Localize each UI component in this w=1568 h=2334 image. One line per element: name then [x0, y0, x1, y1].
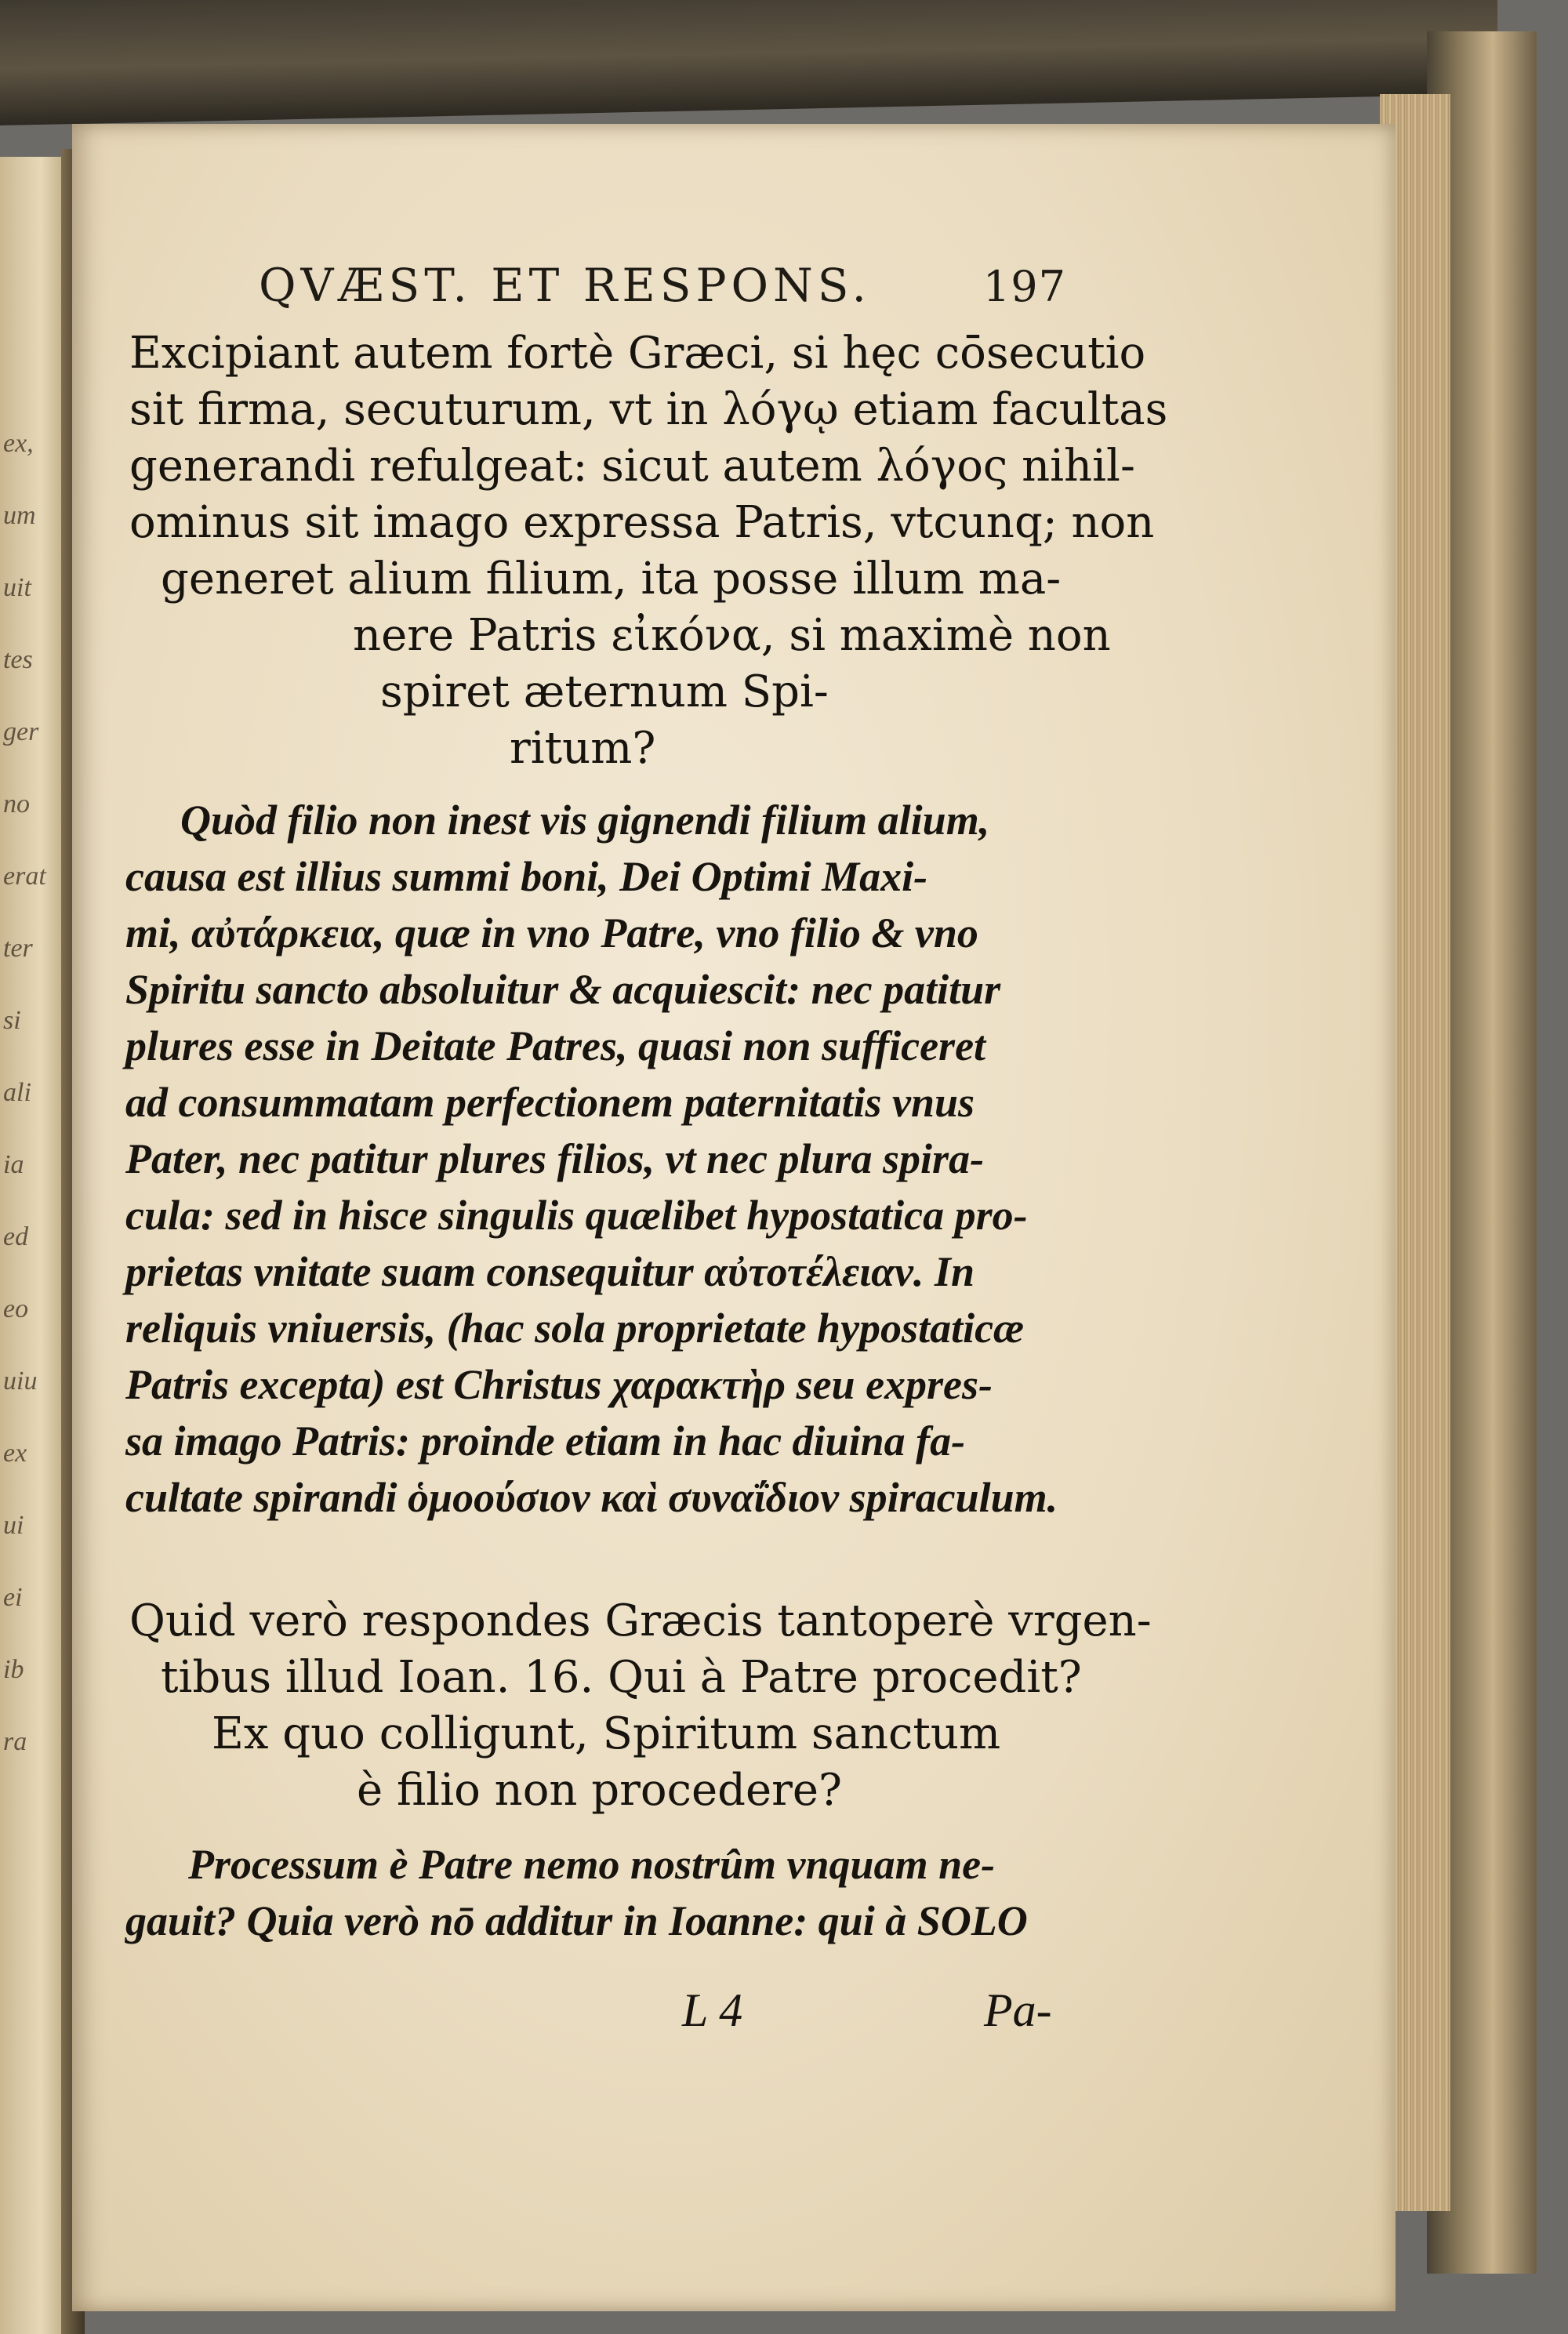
running-head-title: QVÆST. ET RESPONS. [259, 259, 871, 312]
page-number: 197 [982, 262, 1066, 311]
answer-1-line: prietas vnitate suam consequitur αὐτοτέλειαν. In [125, 1248, 975, 1295]
answer-1-line: sa imago Patris: proinde etiam in hac diuina fa- [125, 1417, 966, 1465]
question-1-line: nere Patris εἰκόνα, si maximè non [353, 610, 1111, 661]
question-2-line: tibus illud Ioan. 16. Qui à Patre procedit? [161, 1652, 1082, 1703]
signature-mark: L 4 [682, 1984, 743, 2036]
running-head [259, 259, 1066, 312]
question-1-line: Excipiant autem fortè Græci, si hęc cōsecutio [129, 328, 1146, 379]
question-1-line: generandi refulgeat: sicut autem λόγος nihil- [129, 441, 1135, 492]
book-cover-top [0, 0, 1497, 125]
question-1-line: spiret æternum Spi- [380, 666, 829, 717]
question-1-line: generet alium filium, ita posse illum ma- [161, 554, 1062, 604]
question-2-line: è filio non procedere? [357, 1765, 843, 1816]
answer-1-line: Pater, nec patitur plures filios, vt nec plura spira- [125, 1135, 985, 1182]
answer-1-line: Spiritu sancto absoluitur & acquiescit: nec patitur [125, 966, 1001, 1013]
answer-1-line: ad consummatam perfectionem paternitatis vnus [125, 1079, 975, 1126]
question-2-line: Ex quo colligunt, Spiritum sanctum [212, 1708, 1001, 1759]
answer-1-line: Patris excepta) est Christus χαρακτὴρ seu expres- [125, 1361, 993, 1408]
catchword: Pa- [984, 1984, 1052, 2036]
question-1-line: ritum? [510, 723, 656, 774]
answer-1-line: reliquis vniuersis, (hac sola proprietate hypostaticæ [125, 1305, 1025, 1352]
answer-1-line: mi, αὐτάρκεια, quæ in vno Patre, vno filio & vno [125, 909, 978, 956]
answer-2-line: Processum è Patre nemo nostrûm vnquam ne- [188, 1841, 996, 1888]
answer-2-line: gauit? Quia verò nō additur in Ioanne: qui à SOLO [125, 1897, 1028, 1944]
answer-1-line: causa est illius summi boni, Dei Optimi Maxi- [125, 853, 928, 900]
question-2-line: Quid verò respondes Græcis tantoperè vrgen- [129, 1595, 1152, 1646]
facing-page-margin-fragments: ex, um uit tes ger no erat ter si ali ia ed eo uiu ex ui ei ib ra [3, 429, 46, 1756]
answer-1-line: Quòd filio non inest vis gignendi filium alium, [180, 797, 990, 844]
answer-1-line: cultate spirandi ὁμοούσιον καὶ συναΐδιον spiraculum. [125, 1474, 1058, 1521]
question-1-line: sit firma, secuturum, vt in λόγῳ etiam facultas [129, 384, 1168, 435]
question-1-line: ominus sit imago expressa Patris, vtcunq; non [129, 497, 1155, 548]
answer-1-line: cula: sed in hisce singulis quælibet hypostatica pro- [125, 1192, 1028, 1239]
answer-1-line: plures esse in Deitate Patres, quasi non sufficeret [125, 1022, 986, 1069]
